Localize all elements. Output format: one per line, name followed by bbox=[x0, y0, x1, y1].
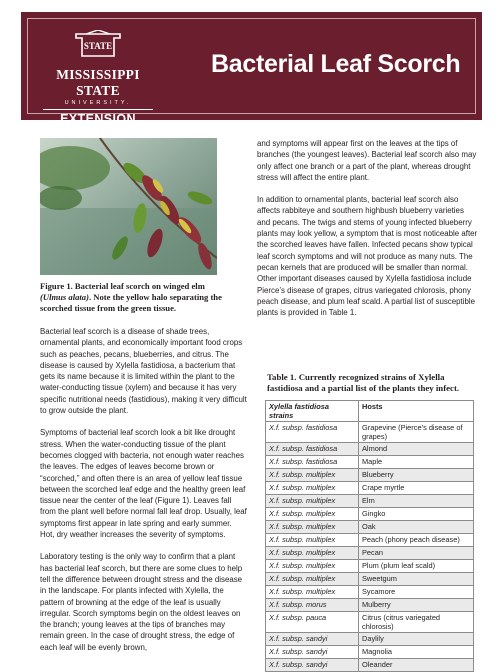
host-cell: Oak bbox=[359, 521, 474, 534]
logo-extension-label: EXTENSION bbox=[60, 112, 136, 126]
strain-name: fastidiosa bbox=[305, 444, 338, 453]
host-cell: Gingko bbox=[359, 508, 474, 521]
host-cell: Oleander bbox=[359, 659, 474, 672]
strain-cell bbox=[266, 612, 359, 633]
strain-cell bbox=[266, 633, 359, 646]
caption-prefix: Figure 1. Bacterial leaf scorch on winged elm bbox=[40, 281, 205, 291]
host-cell: Plum (plum leaf scald) bbox=[359, 560, 474, 573]
svg-text:STATE: STATE bbox=[83, 41, 113, 51]
strain-prefix: X.f. subsp. bbox=[269, 634, 304, 643]
strain-prefix: X.f. subsp. bbox=[269, 574, 304, 583]
paragraph: Symptoms of bacterial leaf scorch look a bit like drought stress. When the water-conducting tissue of the plant becomes clogged with bacteria, not enough water reaches the leaves. The edges of leaves become brown or “scorched,” and often there is an area of yellow leaf tissue between the scorched leaf edge and the healthy green leaf tissue near the center of the leaf (Figure 1). Leaves fall from the plant well before normal fall leaf drop. Usually, leaf symptoms first appear in late spring and early summer. Hot, dry weather increases the severity of symptoms. bbox=[40, 428, 247, 540]
strain-cell bbox=[266, 495, 359, 508]
strain-cell bbox=[266, 659, 359, 672]
strain-name: morus bbox=[305, 600, 327, 609]
strain-prefix: X.f. subsp. bbox=[269, 496, 304, 505]
strain-cell bbox=[266, 560, 359, 573]
strain-name: pauca bbox=[305, 613, 327, 622]
strain-prefix: X.f. subsp. bbox=[269, 647, 304, 656]
host-cell: Maple bbox=[359, 456, 474, 469]
table-row bbox=[266, 612, 474, 633]
strain-prefix: X.f. subsp. bbox=[269, 457, 304, 466]
host-cell: Citrus (citrus variegated chlorosis) bbox=[359, 612, 474, 633]
paragraph: Bacterial leaf scorch is a disease of shade trees, ornamental plants, and economically important food crops such as peaches, pecans, blueberries, and citrus. The disease is caused by Xylella fastidiosa, a bacterium that gets its name because it is limited within the plant to the water-conducting tissue (xylem) and because it has very specific nutritional needs (fastidious), making it very difficult to grow outside the plant. bbox=[40, 327, 247, 416]
table-header-strains: Xylella fastidiosa strains bbox=[266, 401, 359, 422]
strain-cell bbox=[266, 482, 359, 495]
host-cell: Peach (phony peach disease) bbox=[359, 534, 474, 547]
strain-cell bbox=[266, 534, 359, 547]
strain-cell bbox=[266, 547, 359, 560]
strain-prefix: X.f. subsp. bbox=[269, 444, 304, 453]
strain-prefix: X.f. subsp. bbox=[269, 423, 304, 432]
strain-cell bbox=[266, 586, 359, 599]
table-row bbox=[266, 482, 474, 495]
strain-prefix: X.f. subsp. bbox=[269, 613, 304, 622]
table-header-row bbox=[266, 401, 474, 422]
strain-prefix: X.f. subsp. bbox=[269, 548, 304, 557]
host-cell: Grapevine (Pierce’s disease of grapes) bbox=[359, 422, 474, 443]
host-cell: Crape myrtle bbox=[359, 482, 474, 495]
host-cell: Sweetgum bbox=[359, 573, 474, 586]
table-row bbox=[266, 599, 474, 612]
host-cell: Sycamore bbox=[359, 586, 474, 599]
table-row bbox=[266, 508, 474, 521]
strain-cell bbox=[266, 469, 359, 482]
table-title: Table 1. Currently recognized strains of Xylella fastidiosa and a partial list of the plants they infect. bbox=[267, 372, 460, 393]
strains-table bbox=[265, 400, 474, 672]
table-body bbox=[266, 422, 474, 672]
strain-name: multiplex bbox=[305, 496, 336, 505]
table-row bbox=[266, 586, 474, 599]
table-row bbox=[266, 469, 474, 482]
table-row bbox=[266, 521, 474, 534]
strain-name: multiplex bbox=[305, 587, 336, 596]
host-cell: Blueberry bbox=[359, 469, 474, 482]
host-cell: Daylily bbox=[359, 633, 474, 646]
strain-cell bbox=[266, 456, 359, 469]
table-row bbox=[266, 422, 474, 443]
table-row bbox=[266, 560, 474, 573]
strain-name: multiplex bbox=[305, 483, 336, 492]
host-cell: Pecan bbox=[359, 547, 474, 560]
table-row bbox=[266, 443, 474, 456]
strain-name: sandyi bbox=[305, 660, 328, 669]
caption-suffix: . Note the yellow halo separating the scorched tissue from the green tissue. bbox=[40, 292, 222, 313]
table-row bbox=[266, 495, 474, 508]
strain-name: multiplex bbox=[305, 561, 336, 570]
caption-species: (Ulmus alata) bbox=[40, 292, 89, 302]
strain-name: multiplex bbox=[305, 535, 336, 544]
logo-university-label: UNIVERSITY. bbox=[64, 100, 132, 106]
table-row bbox=[266, 547, 474, 560]
strain-cell bbox=[266, 508, 359, 521]
strain-name: multiplex bbox=[305, 509, 336, 518]
strain-cell bbox=[266, 573, 359, 586]
header-banner bbox=[21, 12, 482, 126]
strain-name: fastidiosa bbox=[305, 423, 338, 432]
strain-name: multiplex bbox=[305, 574, 336, 583]
logo-university-name: MISSISSIPPI STATE bbox=[56, 67, 140, 98]
table-header-hosts: Hosts bbox=[359, 401, 474, 422]
table-row bbox=[266, 456, 474, 469]
strain-prefix: X.f. subsp. bbox=[269, 600, 304, 609]
strain-prefix: X.f. subsp. bbox=[269, 509, 304, 518]
host-cell: Mulberry bbox=[359, 599, 474, 612]
left-column bbox=[40, 326, 247, 664]
table-row bbox=[266, 573, 474, 586]
host-cell: Elm bbox=[359, 495, 474, 508]
strain-prefix: X.f. subsp. bbox=[269, 561, 304, 570]
paragraph: In addition to ornamental plants, bacterial leaf scorch also affects rabbiteye and southern highbush blueberry varieties and pecans. The twigs and stems of young infected blueberry plants may look yellow, a symptom that is most noticeable after the scorched leaves have fallen. Infected pecans show typical leaf scorch symptoms and will not produce as many nuts. The pecan kernels that are produced will be smaller than normal. Other important diseases caused by Xylella fastidiosa include Pierce’s disease of grapes, citrus variegated chlorosis, phony peach disease, and plum leaf scald. A partial list of susceptible plants is provided in Table 1. bbox=[257, 195, 478, 318]
paragraph: Laboratory testing is the only way to confirm that a plant has bacterial leaf scorch, but there are some clues to help tell the difference between drought stress and the disease in the landscape. For plants infected with Xylella, the pattern of browning at the edge of the leaf is usually irregular. Scorch symptoms begin on the oldest leaves on the branch; young leaves at the tips of branches may remain green. In the case of drought stress, the edge of each leaf will be evenly brown, bbox=[40, 552, 243, 652]
right-column bbox=[257, 138, 479, 329]
strain-prefix: X.f. subsp. bbox=[269, 483, 304, 492]
table-row bbox=[266, 646, 474, 659]
strain-name: multiplex bbox=[305, 470, 336, 479]
strain-cell bbox=[266, 443, 359, 456]
strain-prefix: X.f. subsp. bbox=[269, 470, 304, 479]
table-row bbox=[266, 659, 474, 672]
strain-cell bbox=[266, 599, 359, 612]
page-title: Bacterial Leaf Scorch bbox=[211, 50, 461, 78]
table-row bbox=[266, 633, 474, 646]
strain-name: fastidiosa bbox=[305, 457, 338, 466]
strain-name: sandyi bbox=[305, 647, 328, 656]
strain-prefix: X.f. subsp. bbox=[269, 660, 304, 669]
host-cell: Almond bbox=[359, 443, 474, 456]
table-row bbox=[266, 534, 474, 547]
paragraph: and symptoms will appear first on the leaves at the tips of branches (the youngest leaves). Bacterial leaf scorch also may only affect one branch or a part of the plant, whereas drought stress will affect the entire plant. bbox=[257, 139, 477, 182]
host-cell: Magnolia bbox=[359, 646, 474, 659]
strain-name: sandyi bbox=[305, 634, 328, 643]
msu-shield-icon bbox=[74, 30, 122, 60]
strain-name: multiplex bbox=[305, 548, 336, 557]
strain-cell bbox=[266, 646, 359, 659]
strain-prefix: X.f. subsp. bbox=[269, 535, 304, 544]
msu-extension-logo bbox=[35, 30, 161, 126]
strain-cell bbox=[266, 422, 359, 443]
strain-prefix: X.f. subsp. bbox=[269, 522, 304, 531]
strain-prefix: X.f. subsp. bbox=[269, 587, 304, 596]
strain-cell bbox=[266, 521, 359, 534]
strain-name: multiplex bbox=[305, 522, 336, 531]
logo-divider bbox=[43, 109, 153, 110]
leaf-scorch-photo bbox=[40, 138, 217, 275]
figure-caption bbox=[40, 281, 230, 314]
